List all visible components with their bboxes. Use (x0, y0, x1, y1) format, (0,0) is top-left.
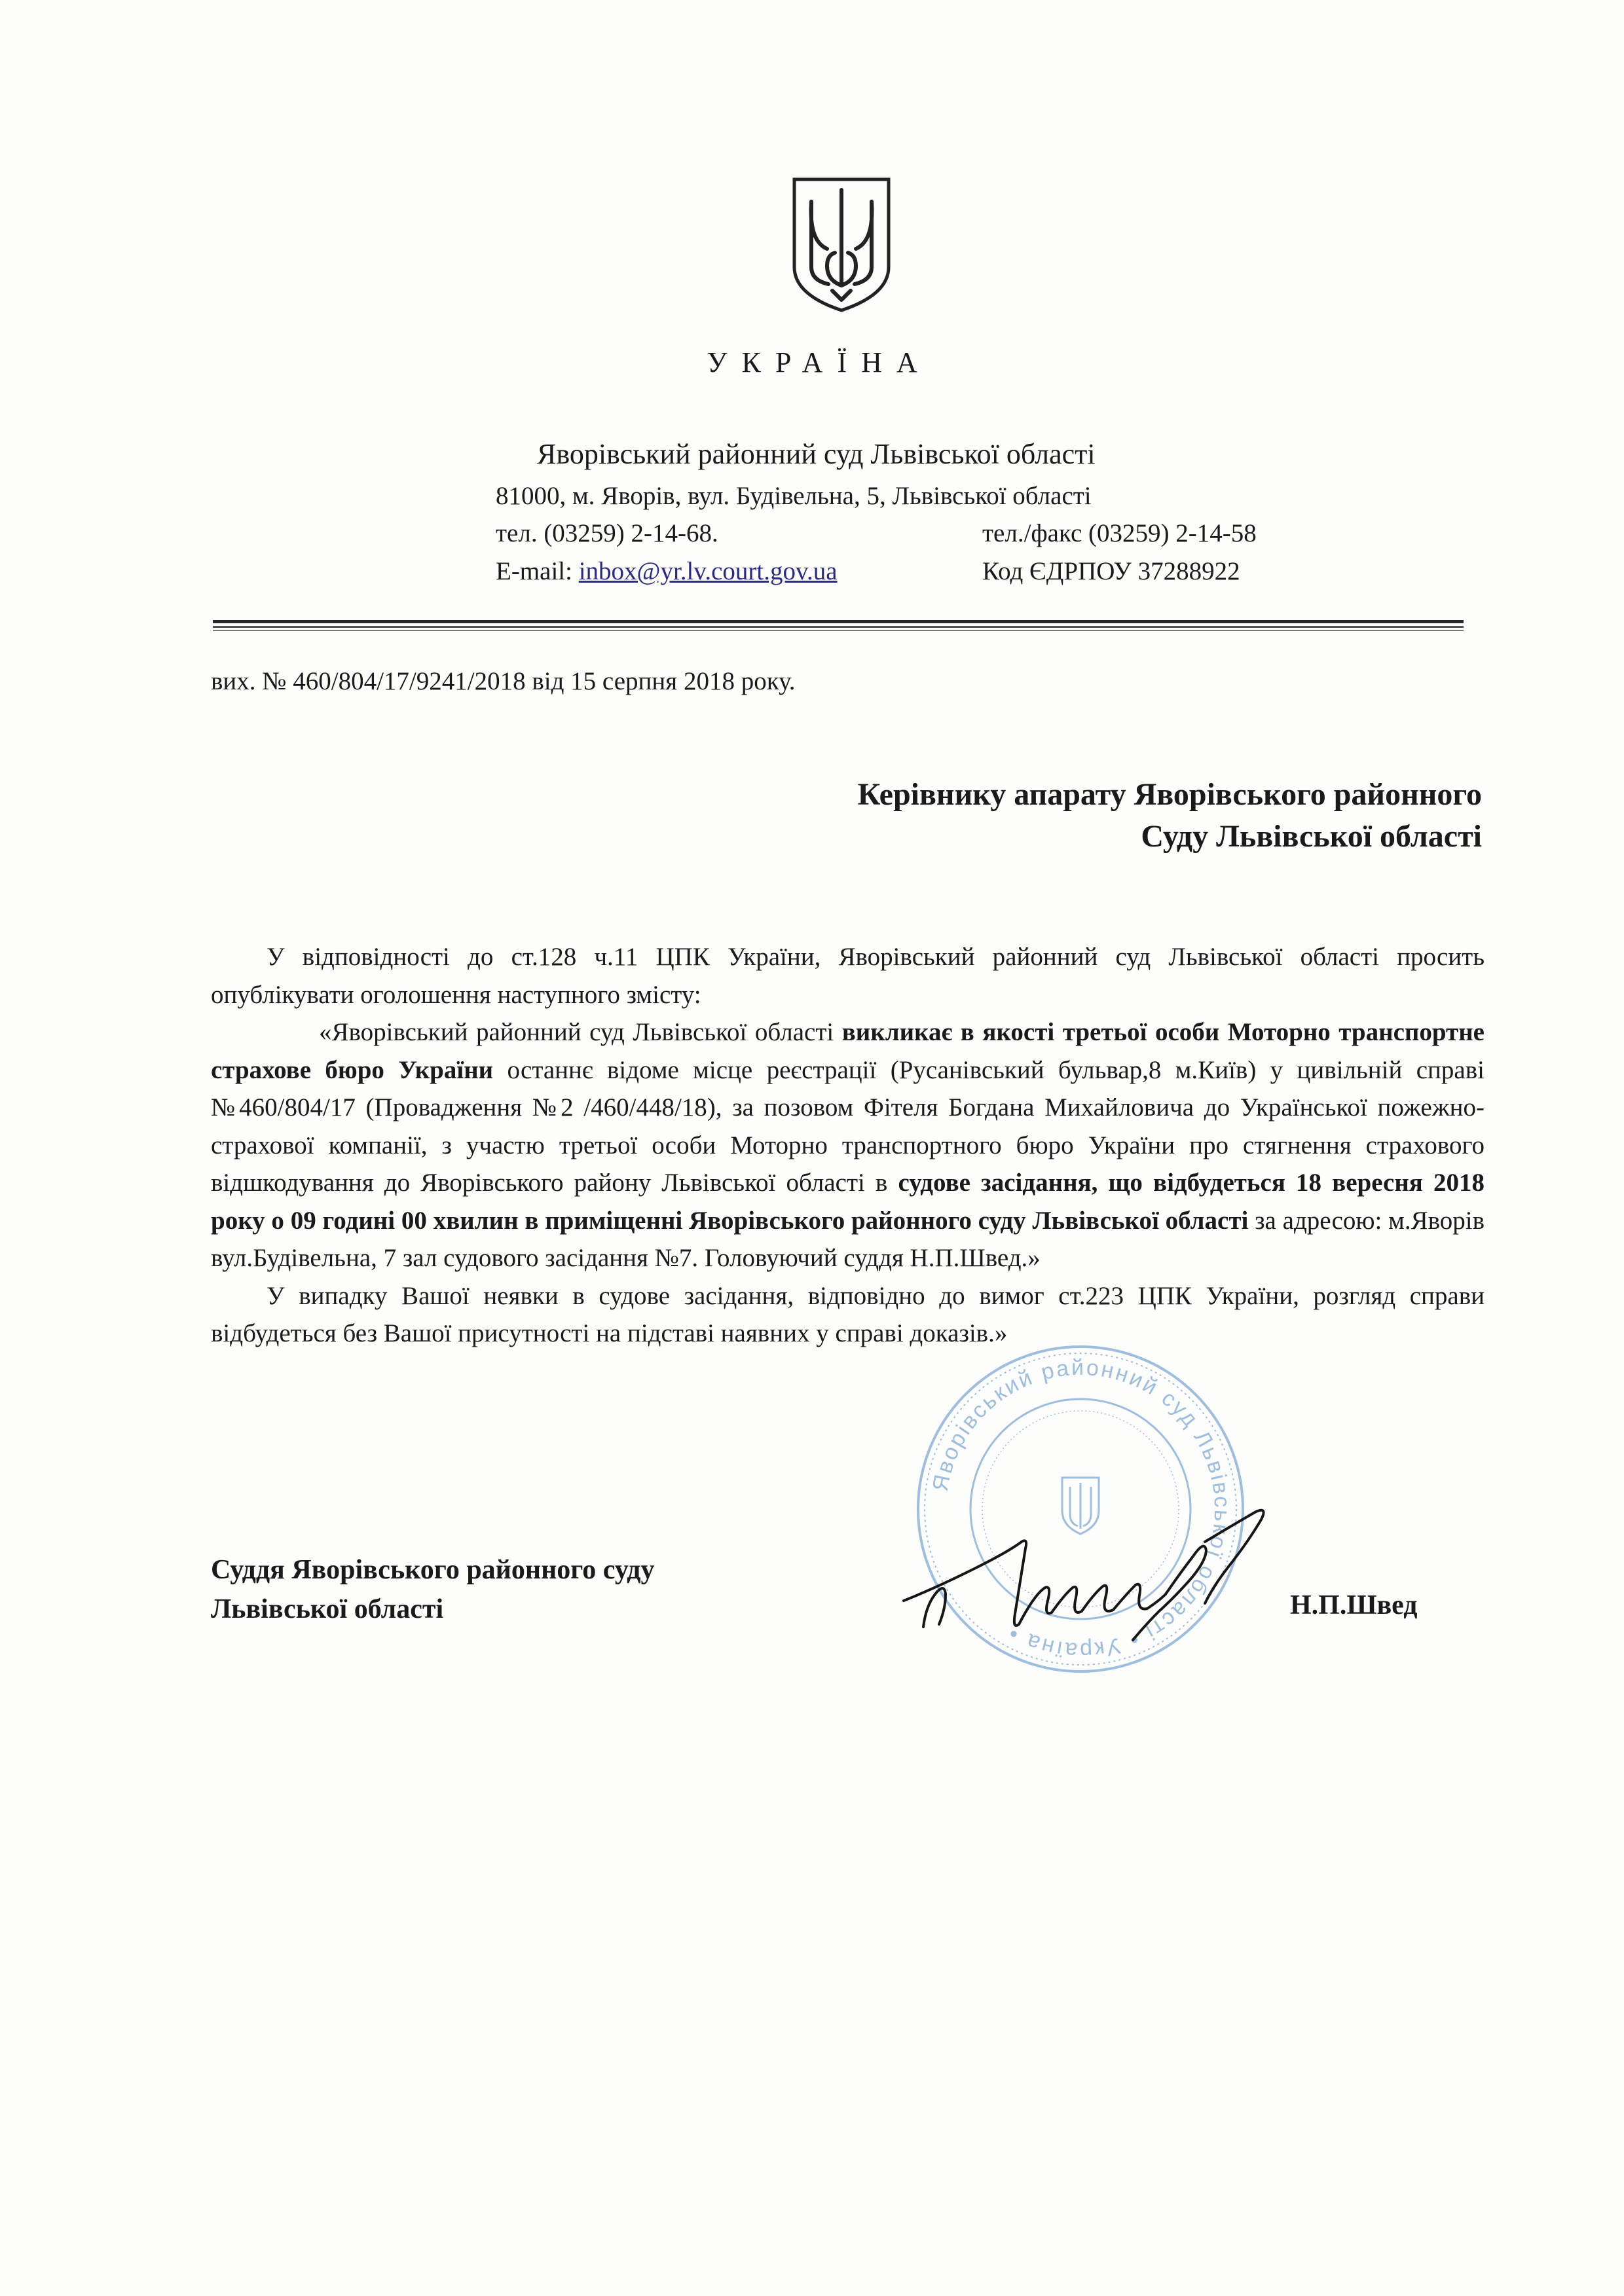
signatory-title-line-1: Суддя Яворівського районного суду (211, 1555, 655, 1585)
addressee-line-2: Суду Львівської області (1141, 819, 1482, 854)
handwritten-signature (897, 1496, 1290, 1666)
coat-of-arms-icon (789, 175, 894, 314)
paragraph-announcement (211, 1013, 1485, 1277)
announcement-hearing-bold: судове засідання, що відбудеться 18 вересня 2018 року о 09 годині 00 хвилин в приміщенні Яворівського районного суду Львівської області (211, 1169, 1485, 1235)
edrpou-code: Код ЄДРПОУ 37288922 (982, 557, 1240, 585)
email-link[interactable]: inbox@yr.lv.court.gov.ua (578, 557, 838, 585)
header-divider (213, 620, 1464, 623)
announcement-part-2: останнє відоме місце реєстрації (Русанівський бульвар,8 м.Київ) у цивільній справі №460/804/17 (Провадження №2 /460/448/18), за позовом Фітеля Богдана Михайловича до Української пожежно-страхової компанії, з участю третьої особи Моторно транспортного бюро України про стягнення страхового відшкодування до Яворівського району Львівської області в (211, 1055, 1485, 1197)
signatory-title (211, 1550, 655, 1629)
outgoing-number: вих. № 460/804/17/9241/2018 від 15 серпня 2018 року. (211, 667, 796, 695)
paragraph-request: У відповідності до ст.128 ч.11 ЦПК України, Яворівський районний суд Львівської області просить опублікувати оголошення наступного змісту: (211, 943, 1485, 1009)
court-phone: тел. (03259) 2-14-68. (496, 519, 718, 547)
addressee-block (524, 774, 1482, 858)
email-label: E-mail: (496, 557, 572, 585)
paragraph-absence-warning: У випадку Вашої неявки в судове засідання, відповідно до вимог ст.223 ЦПК України, розгляд справи відбудеться без Вашої присутності на підставі наявних у справі доказів.» (211, 1281, 1485, 1347)
header-divider-thin (213, 626, 1464, 628)
court-name: Яворівський районний суд Львівської області (537, 438, 1096, 470)
country-name: УКРАЇНА (707, 346, 932, 378)
court-email-row (496, 556, 838, 586)
announcement-part-3: за адресою: м.Яворів вул.Будівельна, 7 зал судового засідання №7. Головуючий суддя Н.П.Швед.» (211, 1206, 1485, 1272)
addressee-line-1: Керівнику апарату Яворівського районного (857, 777, 1482, 812)
announcement-summons-bold: викликає в якості третьої особи Моторно транспортне страхове бюро України (211, 1018, 1485, 1084)
signatory-name: Н.П.Швед (1290, 1590, 1418, 1620)
court-address: 81000, м. Яворів, вул. Будівельна, 5, Львівської області (496, 482, 1092, 510)
header-divider-hairline (213, 630, 1464, 631)
announcement-part-1: «Яворівський районний суд Львівської області (319, 1018, 842, 1046)
signatory-title-line-2: Львівської області (211, 1594, 444, 1624)
court-fax: тел./факс (03259) 2-14-58 (982, 519, 1257, 547)
letter-body (211, 938, 1485, 1353)
svg-text:Яворівський районний суд Львів: Яворівський районний суд Львівської області • Україна • (927, 1355, 1235, 1664)
